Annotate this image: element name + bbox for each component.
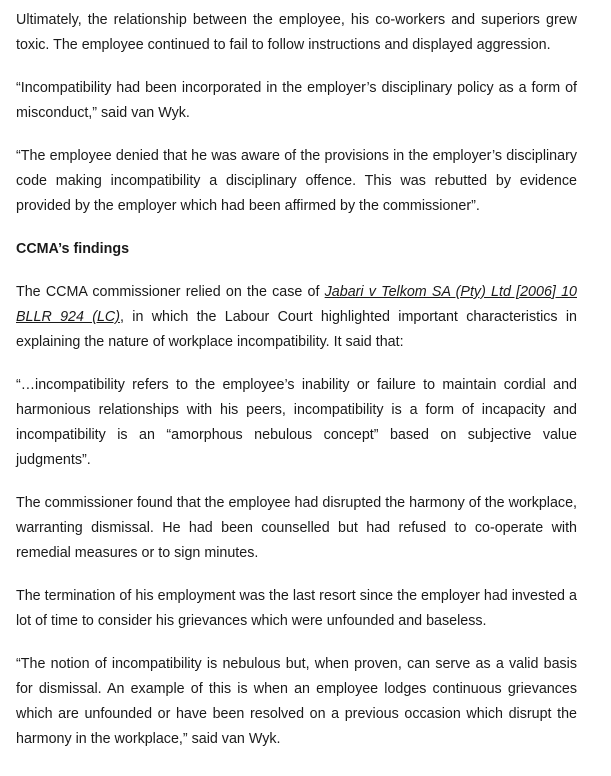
- paragraph-text-after-link: , in which the Labour Court highlighted important characteristics in explaining the nature of workplace incompatibility. It said that:: [16, 309, 577, 350]
- case-citation-link[interactable]: Jabari v Telkom SA (Pty) Ltd [2006] 10 BLLR 924 (LC): [16, 284, 577, 325]
- paragraph-incompatibility-quote: “…incompatibility refers to the employee’s inability or failure to maintain cordial and harmonious relationships with his peers, incompatibility is a form of incapacity and incompatibility is an “amorphous nebulous concept” based on subjective value judgments”.: [16, 377, 577, 468]
- paragraph-commissioner-found: The commissioner found that the employee had disrupted the harmony of the workplace, warranting dismissal. He had been counselled but had refused to co-operate with remedial measures or to sign minutes.: [16, 495, 577, 561]
- article-body: [16, 8, 577, 770]
- paragraph-relationship-toxic: Ultimately, the relationship between the employee, his co-workers and superiors grew toxic. The employee continued to fail to follow instructions and displayed aggression.: [16, 12, 577, 53]
- paragraph-employee-denied: “The employee denied that he was aware of the provisions in the employer’s disciplinary code making incompatibility a disciplinary offence. This was rebutted by evidence provided by the employer which had been affirmed by the commissioner”.: [16, 148, 577, 214]
- paragraph-notion-nebulous: “The notion of incompatibility is nebulous but, when proven, can serve as a valid basis for dismissal. An example of this is when an employee lodges continuous grievances which are unfounded or have been resolved on a previous occasion which disrupt the harmony in the workplace,” said van Wyk.: [16, 656, 577, 747]
- paragraph-incompatibility-misconduct: “Incompatibility had been incorporated in the employer’s disciplinary policy as a form of misconduct,” said van Wyk.: [16, 80, 577, 121]
- paragraph-commissioner-relied: [16, 280, 577, 355]
- paragraph-text-before-link: The CCMA commissioner relied on the case of: [16, 284, 325, 300]
- section-heading-ccma-findings: CCMA’s findings: [16, 241, 130, 257]
- paragraph-termination-last-resort: The termination of his employment was the last resort since the employer had invested a lot of time to consider his grievances which were unfounded and baseless.: [16, 588, 577, 629]
